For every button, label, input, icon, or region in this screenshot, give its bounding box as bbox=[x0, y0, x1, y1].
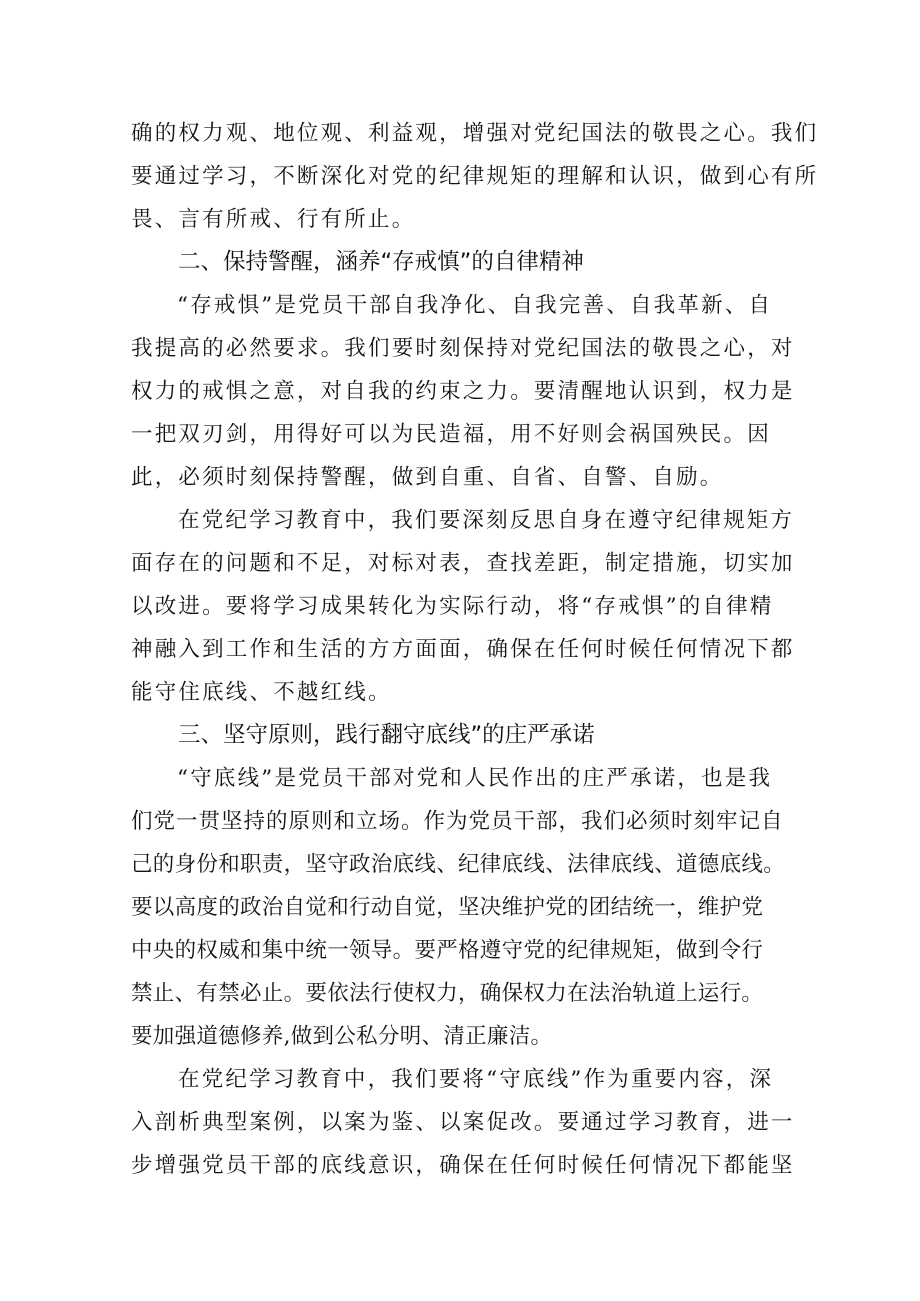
paragraph-line: “守底线”是党员干部对党和人民作出的庄严承诺，也是我 bbox=[177, 766, 773, 791]
paragraph-line: 面存在的问题和不足，对标对表，查找差距，制定措施，切实加 bbox=[131, 551, 795, 576]
paragraph-line: 己的身份和职责，坚守政治底线、纪律底线、法律底线、道德底线。 bbox=[131, 852, 786, 877]
paragraph-line: 要加强道德修养,做到公私分明、清正廉洁。 bbox=[131, 1024, 553, 1049]
paragraph-line: 以改进。要将学习成果转化为实际行动，将“存戒惧”的自律精 bbox=[131, 594, 774, 619]
paragraph-line: 神融入到工作和生活的方方面面，确保在任何时候任何情况下都 bbox=[131, 637, 795, 662]
paragraph-line: “存戒惧”是党员干部自我净化、自我完善、自我革新、自 bbox=[177, 293, 773, 318]
paragraph-line: 禁止、有禁必止。要依法行使权力，确保权力在法治轨道上运行。 bbox=[131, 981, 764, 1006]
paragraph-line: 确的权力观、地位观、利益观，增强对党纪国法的敬畏之心。我们 bbox=[131, 121, 819, 146]
paragraph-line: 在党纪学习教育中，我们要将“守底线”作为重要内容，深 bbox=[178, 1067, 774, 1092]
section-heading: 三、坚守原则，践行翻守底线”的庄严承诺 bbox=[178, 722, 595, 748]
section-heading: 二、保持警醒，涵养“存戒慎”的自律精神 bbox=[178, 249, 584, 275]
paragraph-line: 们党一贯坚持的原则和立场。作为党员干部，我们必须时刻牢记自 bbox=[131, 809, 784, 834]
paragraph-line: 我提高的必然要求。我们要时刻保持对党纪国法的敬畏之心，对 bbox=[131, 336, 795, 361]
paragraph-line: 在党纪学习教育中，我们要深刻反思自身在遵守纪律规矩方 bbox=[178, 508, 795, 533]
paragraph-line: 入剖析典型案例，以案为鉴、以案促改。要通过学习教育，进一 bbox=[131, 1110, 795, 1135]
paragraph-line: 要通过学习，不断深化对党的纪律规矩的理解和认识，做到心有所 bbox=[131, 164, 819, 189]
paragraph-line: 步增强党员干部的底线意识，确保在任何时候任何情况下都能坚 bbox=[131, 1153, 795, 1178]
paragraph-line: 权力的戒惧之意，对自我的约束之力。要清醒地认识到，权力是 bbox=[131, 379, 795, 404]
paragraph-line: 一把双刃剑，用得好可以为民造福，用不好则会祸国殃民。因 bbox=[131, 422, 771, 447]
paragraph-line: 中央的权威和集中统一领导。要严格遵守党的纪律规矩，做到令行 bbox=[131, 938, 764, 963]
paragraph-line: 此，必须时刻保持警醒，做到自重、自省、自警、自励。 bbox=[131, 465, 724, 490]
paragraph-line: 要以高度的政治自觉和行动自觉，坚决维护党的团结统一，维护党 bbox=[131, 895, 764, 920]
paragraph-line: 能守住底线、不越红线。 bbox=[131, 680, 392, 705]
paragraph-line: 畏、言有所戒、行有所止。 bbox=[131, 207, 416, 232]
